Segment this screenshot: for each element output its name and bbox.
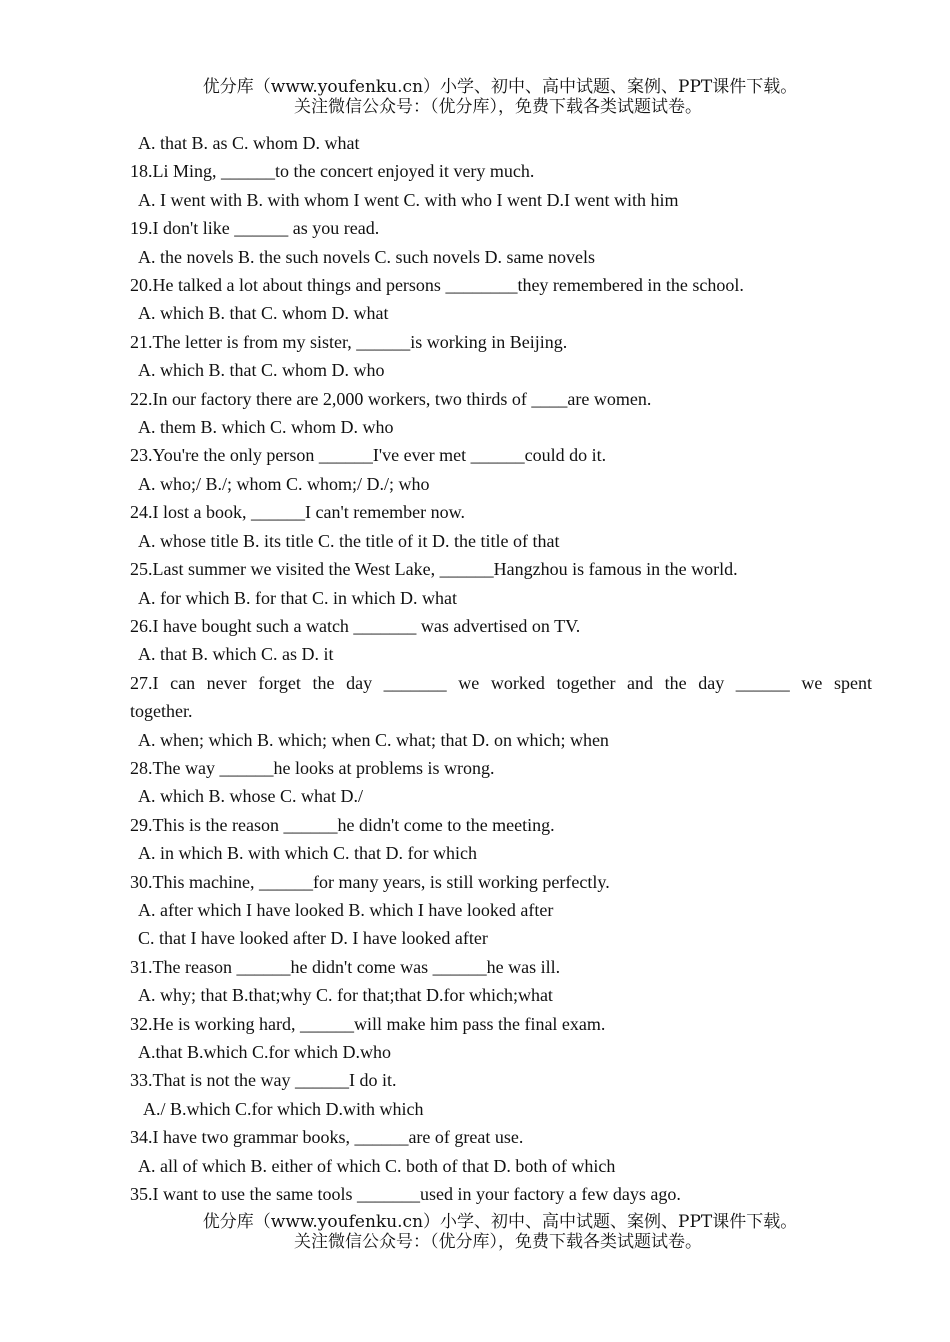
options-25: A. for which B. for that C. in which D. what [138, 587, 457, 608]
options-33: A./ B.which C.for which D.with which [143, 1098, 424, 1119]
header-line-1: 优分库（www.youfenku.cn）小学、初中、高中试题、案例、PPT课件下载。 [202, 77, 798, 97]
options-30-c-d: C. that I have looked after D. I have looked after [138, 928, 488, 949]
question-29: 29.This is the reason ______he didn't come to the meeting. [130, 814, 555, 835]
question-34: 34.I have two grammar books, ______are of great use. [130, 1127, 524, 1148]
question-25: 25.Last summer we visited the West Lake, ______Hangzhou is famous in the world. [130, 559, 738, 580]
options-32: A.that B.which C.for which D.who [138, 1042, 391, 1062]
page-header [0, 77, 950, 117]
question-21: 21.The letter is from my sister, ______is working in Beijing. [130, 331, 568, 352]
question-23: 23.You're the only person ______I've ever met ______could do it. [130, 445, 607, 466]
page-footer [0, 1212, 950, 1252]
question-18: 18.Li Ming, ______to the concert enjoyed it very much. [130, 161, 535, 182]
options-19: A. the novels B. the such novels C. such novels D. same novels [138, 246, 595, 267]
header-line-2: 关注微信公众号：（优分库），免费下载各类试题试卷。 [294, 97, 702, 117]
options-20: A. which B. that C. whom D. what [138, 303, 389, 324]
options-18: A. I went with B. with whom I went C. with who I went D.I went with him [138, 189, 679, 210]
question-22: 22.In our factory there are 2,000 workers, two thirds of ____are women. [130, 388, 652, 409]
options-24: A. whose title B. its title C. the title of it D. the title of that [138, 530, 560, 551]
question-30: 30.This machine, ______for many years, is still working perfectly. [130, 871, 610, 892]
options-34: A. all of which B. either of which C. both of that D. both of which [138, 1155, 616, 1176]
question-27-continued: together. [130, 701, 193, 722]
footer-line-1: 优分库（www.youfenku.cn）小学、初中、高中试题、案例、PPT课件下载。 [202, 1212, 798, 1232]
options-26: A. that B. which C. as D. it [138, 644, 334, 665]
options-22: A. them B. which C. whom D. who [138, 417, 394, 438]
question-19: 19.I don't like ______ as you read. [130, 218, 380, 239]
options-28: A. which B. whose C. what D./ [138, 786, 363, 807]
question-32: 32.He is working hard, ______will make him pass the final exam. [130, 1013, 606, 1034]
question-27: 27.I can never forget the day _______ we worked together and the day ______ we spent [130, 672, 872, 693]
options-31: A. why; that B.that;why C. for that;that D.for which;what [138, 985, 553, 1006]
footer-line-2: 关注微信公众号：（优分库），免费下载各类试题试卷。 [294, 1232, 702, 1252]
options-21: A. which B. that C. whom D. who [138, 360, 385, 381]
question-35: 35.I want to use the same tools _______used in your factory a few days ago. [130, 1184, 681, 1205]
options-27: A. when; which B. which; when C. what; that D. on which; when [138, 729, 609, 750]
options-30-a-b: A. after which I have looked B. which I have looked after [138, 899, 554, 920]
exam-content [130, 129, 872, 1208]
question-24: 24.I lost a book, ______I can't remember now. [130, 502, 465, 523]
question-31: 31.The reason ______he didn't come was ______he was ill. [130, 956, 561, 977]
question-28: 28.The way ______he looks at problems is wrong. [130, 757, 495, 778]
options-23: A. who;/ B./; whom C. whom;/ D./; who [138, 473, 430, 494]
options-29: A. in which B. with which C. that D. for which [138, 843, 477, 864]
options-17: A. that B. as C. whom D. what [138, 133, 360, 153]
question-20: 20.He talked a lot about things and persons ________they remembered in the school. [130, 275, 744, 296]
question-33: 33.That is not the way ______I do it. [130, 1070, 397, 1091]
question-26: 26.I have bought such a watch _______ was advertised on TV. [130, 615, 581, 636]
